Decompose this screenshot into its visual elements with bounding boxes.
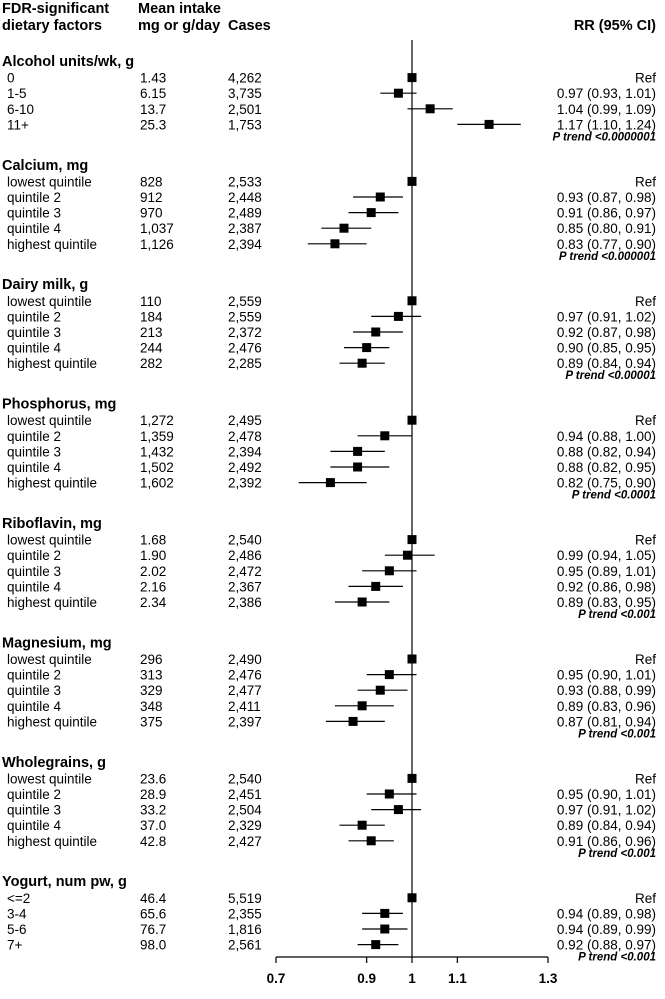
row-cases: 4,262 [228, 70, 262, 86]
row-rr-value: 0.92 (0.88, 0.97) [556, 937, 656, 953]
row-intake: 1.90 [140, 548, 167, 564]
group-title: Alcohol units/wk, g [2, 54, 135, 70]
row-label: highest quintile [7, 475, 98, 491]
row-rr-value: Ref [634, 532, 656, 548]
p-trend: P trend <0.000001 [558, 250, 656, 263]
point-estimate [367, 208, 376, 217]
row-rr-value: 0.87 (0.81, 0.94) [556, 714, 656, 730]
row-rr-value: 0.88 (0.82, 0.95) [556, 460, 656, 475]
row-cases: 1,816 [228, 922, 262, 937]
row-label: highest quintile [7, 236, 98, 252]
group-title: Wholegrains, g [2, 754, 106, 771]
point-estimate [380, 925, 389, 934]
header-rr: RR (95% CI) [573, 18, 656, 34]
p-trend: P trend <0.001 [578, 847, 656, 860]
row-cases: 1,753 [228, 117, 262, 133]
point-estimate [349, 717, 358, 726]
row-rr-value: 0.92 (0.87, 0.98) [556, 325, 656, 340]
row-cases: 2,477 [228, 683, 262, 699]
row-rr-value: 0.89 (0.83, 0.95) [556, 595, 656, 610]
row-intake: 1,432 [140, 444, 174, 460]
row-intake: 65.6 [140, 906, 167, 922]
row-cases: 2,394 [228, 444, 262, 460]
point-estimate [380, 431, 389, 440]
row-rr-value: 0.93 (0.88, 0.99) [556, 683, 656, 699]
row-intake: 970 [140, 205, 163, 221]
row-label: quintile 4 [7, 340, 62, 356]
point-estimate [371, 940, 380, 949]
row-label: <=2 [7, 890, 31, 906]
row-label: quintile 4 [7, 579, 62, 595]
row-cases: 2,478 [228, 428, 262, 444]
row-label: 5-6 [7, 922, 27, 937]
row-rr-value: 0.94 (0.89, 0.98) [556, 906, 656, 922]
row-intake: 28.9 [140, 787, 167, 802]
row-intake: 25.3 [140, 117, 167, 133]
row-cases: 2,285 [228, 356, 262, 372]
row-intake: 1,272 [140, 413, 174, 429]
row-label: quintile 2 [7, 667, 62, 683]
row-rr-value: Ref [634, 652, 656, 667]
row-label: quintile 2 [7, 787, 62, 802]
row-intake: 296 [140, 652, 163, 667]
row-rr-value: Ref [634, 174, 656, 190]
row-intake: 13.7 [140, 101, 167, 117]
point-estimate [367, 836, 376, 845]
row-cases: 3,735 [228, 86, 262, 102]
x-tick-label: 1 [408, 971, 416, 986]
group-title: Yogurt, num pw, g [2, 874, 127, 891]
point-estimate [380, 909, 389, 918]
p-trend: P trend <0.001 [578, 951, 656, 964]
header-intake-line2: mg or g/day [138, 18, 221, 34]
group-title: Calcium, mg [2, 157, 89, 174]
row-intake: 348 [140, 698, 163, 714]
row-label: quintile 2 [7, 548, 62, 564]
row-label: lowest quintile [7, 532, 92, 548]
row-cases: 2,367 [228, 579, 262, 595]
row-intake: 33.2 [140, 802, 167, 818]
row-intake: 282 [140, 356, 163, 372]
point-estimate [353, 447, 362, 456]
group-title: Phosphorus, mg [2, 396, 117, 413]
row-label: quintile 4 [7, 818, 62, 834]
point-estimate [376, 686, 385, 695]
row-label: lowest quintile [7, 652, 92, 667]
point-estimate [353, 463, 362, 472]
row-label: lowest quintile [7, 413, 92, 429]
row-cases: 2,372 [228, 325, 262, 340]
row-intake: 1,037 [140, 221, 174, 237]
x-tick-label: 0.9 [357, 971, 377, 986]
row-intake: 1,359 [140, 428, 174, 444]
row-cases: 2,476 [228, 667, 262, 683]
row-rr-value: 0.97 (0.91, 1.02) [556, 309, 656, 325]
row-label: quintile 3 [7, 683, 62, 699]
row-intake: 2.34 [140, 595, 167, 610]
p-trend: P trend <0.00001 [565, 370, 656, 383]
row-rr-value: 0.93 (0.87, 0.98) [556, 190, 656, 205]
row-label: 3-4 [7, 906, 27, 922]
row-label: quintile 3 [7, 444, 62, 460]
row-intake: 313 [140, 667, 163, 683]
row-intake: 1.43 [140, 70, 167, 86]
row-label: quintile 2 [7, 190, 62, 205]
row-label: lowest quintile [7, 293, 92, 309]
row-rr-value: Ref [634, 890, 656, 906]
row-cases: 2,397 [228, 714, 262, 730]
row-rr-value: 1.17 (1.10, 1.24) [556, 117, 656, 133]
p-trend: P trend <0.0001 [571, 489, 656, 502]
row-rr-value: 0.89 (0.83, 0.96) [556, 698, 656, 714]
row-cases: 2,504 [228, 802, 262, 818]
row-intake: 42.8 [140, 833, 167, 849]
row-cases: 2,392 [228, 475, 262, 491]
row-cases: 2,540 [228, 532, 262, 548]
plot-body [2, 40, 656, 986]
column-headers [2, 1, 656, 34]
group-title: Magnesium, mg [2, 635, 112, 652]
row-cases: 2,472 [228, 563, 262, 579]
row-rr-value: 0.94 (0.88, 1.00) [556, 428, 656, 444]
p-trend: P trend <0.001 [578, 728, 656, 741]
point-estimate [385, 670, 394, 679]
row-rr-value: 0.89 (0.84, 0.94) [556, 356, 656, 372]
header-cases: Cases [228, 18, 271, 34]
group-title: Dairy milk, g [2, 277, 89, 294]
row-intake: 213 [140, 325, 163, 340]
row-cases: 2,559 [228, 309, 262, 325]
point-estimate [330, 239, 339, 248]
row-intake: 37.0 [140, 818, 167, 834]
row-rr-value: Ref [634, 70, 656, 86]
row-rr-value: Ref [634, 771, 656, 787]
row-intake: 184 [140, 309, 163, 325]
row-rr-value: 0.99 (0.94, 1.05) [556, 548, 656, 564]
point-estimate [358, 598, 367, 607]
row-label: highest quintile [7, 714, 98, 730]
row-intake: 110 [140, 293, 162, 309]
point-estimate [394, 805, 403, 814]
row-rr-value: 0.94 (0.89, 0.99) [556, 922, 656, 937]
row-rr-value: 0.82 (0.75, 0.90) [556, 475, 656, 491]
row-rr-value: 1.04 (0.99, 1.09) [556, 101, 656, 117]
row-cases: 2,448 [228, 190, 262, 205]
point-estimate [385, 790, 394, 799]
row-cases: 2,387 [228, 221, 262, 237]
p-trend: P trend <0.0000001 [552, 131, 656, 144]
row-label: quintile 3 [7, 563, 62, 579]
row-intake: 2.02 [140, 563, 167, 579]
row-cases: 2,427 [228, 833, 262, 849]
row-cases: 2,561 [228, 937, 262, 953]
x-tick-label: 1.1 [447, 971, 467, 986]
row-label: 0 [7, 70, 15, 86]
row-intake: 1,502 [140, 460, 174, 475]
row-label: quintile 3 [7, 802, 62, 818]
row-intake: 6.15 [140, 86, 167, 102]
row-cases: 2,533 [228, 174, 262, 190]
row-label: 11+ [7, 117, 29, 133]
row-intake: 329 [140, 683, 163, 699]
point-estimate [340, 224, 349, 233]
row-cases: 2,492 [228, 460, 262, 475]
header-intake-line1: Mean intake [138, 1, 221, 17]
point-estimate [394, 312, 403, 321]
row-cases: 2,411 [228, 698, 261, 714]
row-label: highest quintile [7, 595, 98, 610]
row-intake: 46.4 [140, 890, 167, 906]
point-estimate [376, 193, 385, 202]
point-estimate [358, 701, 367, 710]
row-cases: 2,559 [228, 293, 262, 309]
row-cases: 2,394 [228, 236, 262, 252]
row-intake: 1,126 [140, 236, 174, 252]
row-rr-value: 0.83 (0.77, 0.90) [556, 236, 656, 252]
point-estimate [371, 582, 380, 591]
row-intake: 828 [140, 174, 163, 190]
row-cases: 2,495 [228, 413, 262, 429]
row-intake: 912 [140, 190, 163, 205]
row-cases: 2,490 [228, 652, 262, 667]
x-tick-label: 0.7 [266, 971, 286, 986]
row-label: quintile 2 [7, 309, 62, 325]
point-estimate [371, 328, 380, 337]
point-estimate [326, 478, 335, 487]
row-label: lowest quintile [7, 771, 92, 787]
row-cases: 2,329 [228, 818, 262, 834]
row-rr-value: Ref [634, 293, 656, 309]
row-intake: 1.68 [140, 532, 167, 548]
row-intake: 98.0 [140, 937, 167, 953]
row-label: highest quintile [7, 833, 98, 849]
row-rr-value: 0.97 (0.91, 1.02) [556, 802, 656, 818]
row-rr-value: 0.91 (0.86, 0.96) [556, 833, 656, 849]
point-estimate [362, 343, 371, 352]
row-intake: 2.16 [140, 579, 167, 595]
row-cases: 2,501 [228, 101, 262, 117]
row-label: lowest quintile [7, 174, 92, 190]
row-label: quintile 2 [7, 428, 62, 444]
group-title: Riboflavin, mg [2, 516, 102, 532]
point-estimate [426, 104, 435, 113]
row-label: quintile 3 [7, 325, 62, 340]
header-factor-line1: FDR-significant [2, 1, 110, 17]
row-intake: 375 [140, 714, 163, 730]
point-estimate [358, 359, 367, 368]
row-label: 7+ [7, 937, 23, 953]
row-cases: 2,386 [228, 595, 262, 610]
row-cases: 2,489 [228, 205, 262, 221]
row-intake: 76.7 [140, 922, 167, 937]
row-rr-value: 0.91 (0.86, 0.97) [556, 205, 656, 221]
point-estimate [485, 120, 494, 129]
row-label: quintile 4 [7, 460, 62, 475]
row-label: quintile 4 [7, 698, 62, 714]
point-estimate [358, 821, 367, 830]
row-label: quintile 4 [7, 221, 62, 237]
row-intake: 244 [140, 340, 163, 356]
point-estimate [403, 551, 412, 560]
row-cases: 2,540 [228, 771, 262, 787]
row-rr-value: 0.89 (0.84, 0.94) [556, 818, 656, 834]
row-cases: 2,476 [228, 340, 262, 356]
row-rr-value: 0.97 (0.93, 1.01) [556, 86, 656, 102]
header-factor-line2: dietary factors [2, 18, 102, 34]
point-estimate [394, 89, 403, 98]
row-label: 6-10 [7, 101, 35, 117]
row-rr-value: 0.95 (0.89, 1.01) [556, 563, 656, 579]
row-rr-value: 0.95 (0.90, 1.01) [556, 667, 656, 683]
x-tick-label: 1.3 [538, 971, 558, 986]
row-cases: 2,451 [228, 787, 262, 802]
row-rr-value: 0.92 (0.86, 0.98) [556, 579, 656, 595]
row-rr-value: 0.88 (0.82, 0.94) [556, 444, 656, 460]
row-cases: 2,355 [228, 906, 262, 922]
point-estimate [385, 566, 394, 575]
p-trend: P trend <0.001 [578, 609, 656, 621]
row-intake: 23.6 [140, 771, 167, 787]
row-label: highest quintile [7, 356, 98, 372]
row-cases: 5,519 [228, 890, 262, 906]
row-rr-value: Ref [634, 413, 656, 429]
row-label: quintile 3 [7, 205, 62, 221]
row-rr-value: 0.95 (0.90, 1.01) [556, 787, 656, 802]
row-label: 1-5 [7, 86, 27, 102]
row-rr-value: 0.85 (0.80, 0.91) [556, 221, 656, 237]
row-rr-value: 0.90 (0.85, 0.95) [556, 340, 656, 356]
row-cases: 2,486 [228, 548, 262, 564]
row-intake: 1,602 [140, 475, 174, 491]
